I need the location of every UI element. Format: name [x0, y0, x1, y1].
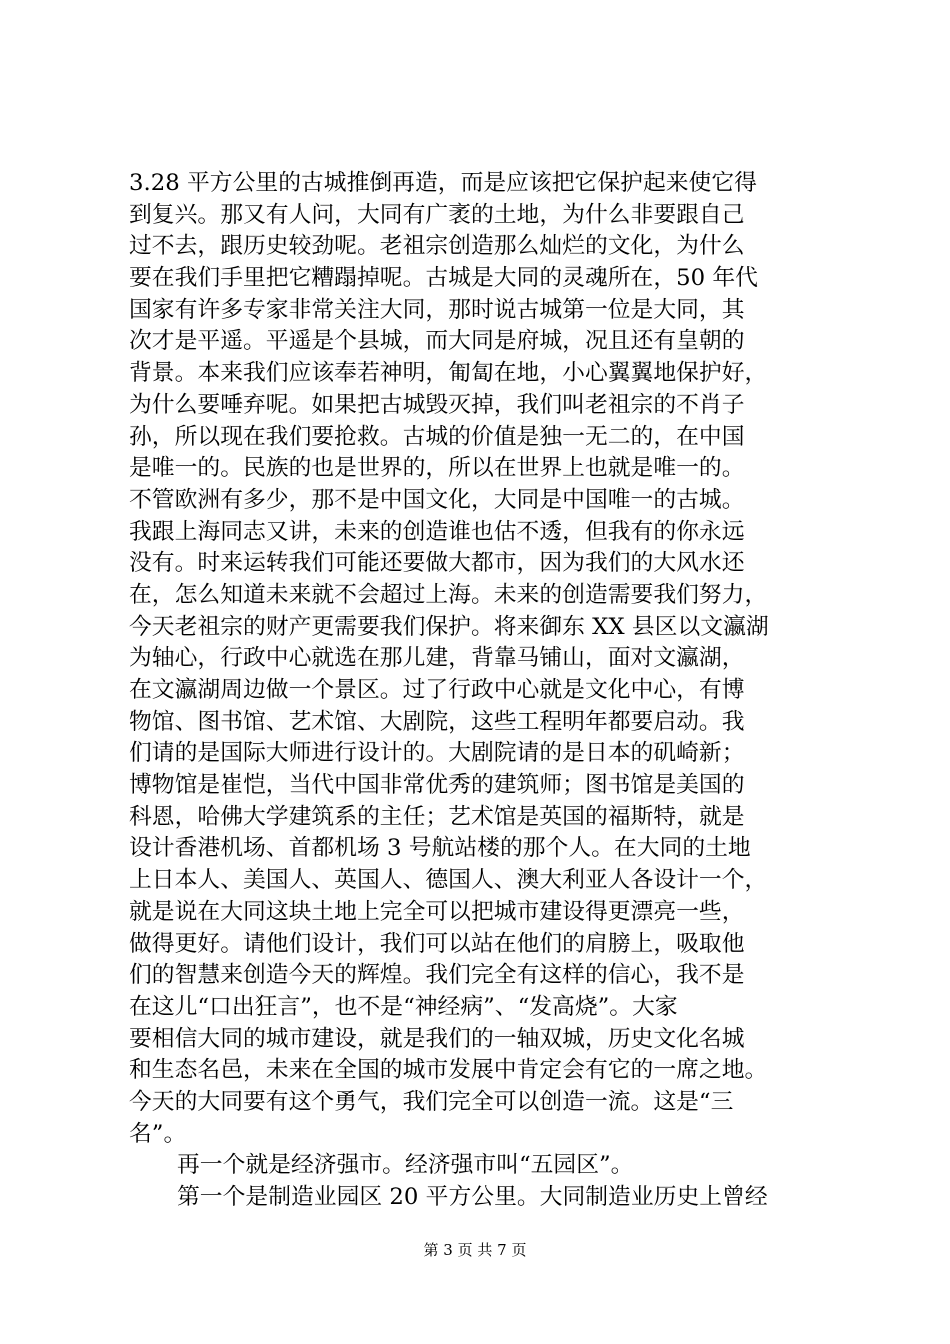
text-line: 和生态名邑，未来在全国的城市发展中肯定会有它的一席之地。	[129, 1057, 768, 1084]
text-line: 在这儿“口出狂言”，也不是“神经病”、“发高烧”。大家	[129, 993, 678, 1020]
text-line: 就是说在大同这块土地上完全可以把城市建设得更漂亮一些，	[129, 898, 745, 925]
text-line: 今天的大同要有这个勇气，我们完全可以创造一流。这是“三	[129, 1088, 734, 1115]
text-line: 过不去，跟历史较劲呢。老祖宗创造那么灿烂的文化，为什么	[129, 233, 745, 260]
text-line: 为什么要唾弃呢。如果把古城毁灭掉，我们叫老祖宗的不肖子	[129, 391, 745, 418]
paragraph-first-line: 第一个是制造业园区 20 平方公里。大同制造业历史上曾经	[177, 1184, 768, 1210]
document-body	[129, 168, 839, 1214]
text-line: 背景。本来我们应该奉若神明，匍匐在地，小心翼翼地保护好，	[129, 360, 768, 387]
text-line: 们的智慧来创造今天的辉煌。我们完全有这样的信心，我不是	[129, 962, 745, 989]
text-line: 们请的是国际大师进行设计的。大剧院请的是日本的矶崎新；	[129, 740, 745, 767]
text-line: 次才是平遥。平遥是个县城，而大同是府城，况且还有皇朝的	[129, 328, 745, 355]
text-line: 物馆、图书馆、艺术馆、大剧院，这些工程明年都要启动。我	[129, 708, 745, 735]
text-line: 要在我们手里把它糟蹋掉呢。古城是大同的灵魂所在，50 年代	[129, 265, 758, 292]
text-line: 要相信大同的城市建设，就是我们的一轴双城，历史文化名城	[129, 1025, 745, 1052]
text-line: 做得更好。请他们设计，我们可以站在他们的肩膀上，吸取他	[129, 930, 745, 957]
text-line: 上日本人、美国人、英国人、德国人、澳大利亚人各设计一个，	[129, 867, 768, 894]
text-line: 在文瀛湖周边做一个景区。过了行政中心就是文化中心，有博	[129, 677, 745, 703]
text-line: 3.28 平方公里的古城推倒再造，而是应该把它保护起来使它得	[129, 170, 757, 196]
text-line: 名”。	[129, 1120, 187, 1147]
text-line: 博物馆是崔恺，当代中国非常优秀的建筑师；图书馆是美国的	[129, 772, 745, 799]
text-line: 科恩，哈佛大学建筑系的主任；艺术馆是英国的福斯特，就是	[129, 803, 745, 830]
text-line: 今天老祖宗的财产更需要我们保护。将来御东 XX 县区以文瀛湖	[129, 613, 769, 640]
text-line: 没有。时来运转我们可能还要做大都市，因为我们的大风水还	[129, 550, 745, 577]
text-line: 我跟上海同志又讲，未来的创造谁也估不透，但我有的你永远	[129, 518, 745, 545]
text-line: 为轴心，行政中心就选在那儿建，背靠马铺山，面对文瀛湖，	[129, 645, 745, 672]
text-line: 是唯一的。民族的也是世界的，所以在世界上也就是唯一的。	[129, 455, 745, 482]
page-number-footer: 第 3 页 共 7 页	[423, 1241, 527, 1259]
paragraph-first-line: 再一个就是经济强市。经济强市叫“五园区”。	[177, 1152, 634, 1179]
text-line: 国家有许多专家非常关注大同，那时说古城第一位是大同，其	[129, 296, 745, 323]
text-line: 到复兴。那又有人问，大同有广袤的土地，为什么非要跟自己	[129, 201, 745, 228]
text-line: 在，怎么知道未来就不会超过上海。未来的创造需要我们努力，	[129, 581, 768, 608]
text-line: 孙，所以现在我们要抢救。古城的价值是独一无二的，在中国	[129, 423, 745, 450]
text-line: 不管欧洲有多少，那不是中国文化，大同是中国唯一的古城。	[129, 486, 745, 513]
text-line: 设计香港机场、首都机场 3 号航站楼的那个人。在大同的土地	[129, 835, 751, 862]
